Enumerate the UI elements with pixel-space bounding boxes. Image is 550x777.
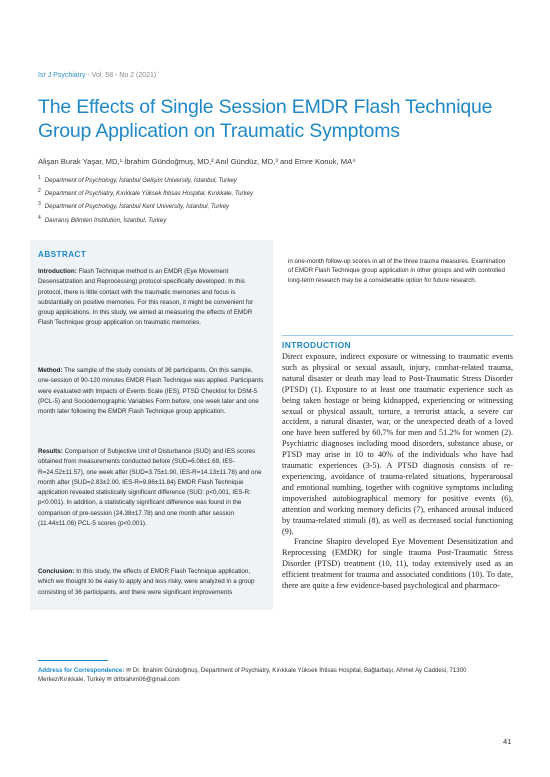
abstract-results: Results: Comparison of Subjective Unit of Disturbance (SUD) and IES scores obtained from measurements conducted before (SUD=6.08±1.69, IES-R=24.52±11.57), one week after (SUD=3.75±1.90, IES-R=14.13±11.78) and one month after (SUD=2.83±2.00, IES-R=9.86±11.84) EMDR Flash Technique application revealed statistically significant difference (SUD: p<0.001, IES-R: p<0.001). In addition, a statistically significant difference was found in the comparison of pre-session (24.38±17.78) and one month after session (11.44±11.06) PCL-5 scores (p<0.001).: [38, 448, 262, 528]
abstract-introduction: Introduction: Flash Technique method is an EMDR (Eye Movement Desensatization and Reprocessing) protocol specifically developed. In this protocol, there is little contact with the traumatic memories and focus is substantially on positive memories. For this reason, it might be convenient for group applications. In this study, we aimed at measuring the effects of EMDR Flash Technique group application on traumatic memories.: [38, 268, 254, 327]
affiliation-4: $^4$ Davranış Bilimleri Institution, İstanbul, Turkey: [38, 214, 167, 224]
abstract-method: Method: The sample of the study consists of 36 participants. On this sample, one-session of 90-120 minutes EMDR Flash Technique was applied. Participants were evaluated with Impacts of Events Scale (IES), PTSD Checklist for DSM-5 (PCL-5) and Sociodemographic Variables Form before, one week later and one month later following the EMDR Flash Technique group application.: [38, 367, 264, 416]
introduction-heading: INTRODUCTION: [282, 340, 352, 350]
section-divider: [282, 335, 513, 336]
correspondence-label: Address for Correspondence:: [38, 667, 125, 674]
affiliation-3: $^3$ Department of Psychology, İstanbul Kent University, İstanbul, Turkey: [38, 201, 230, 211]
abstract-conclusion-continued: in one-month follow-up scores in all of the three trauma measures. Examination of EMDR Flash Technique group application in other groups and with controlled long-term research may be a considerable option for future research.: [288, 258, 506, 284]
footnote-divider: [38, 660, 108, 661]
article-title: The Effects of Single Session EMDR Flash Technique Group Application on Traumatic Symptoms: [38, 96, 493, 142]
introduction-body: [282, 352, 513, 592]
abstract-conclusion: Conclusion: In this study, the effects of EMDR Flash Technique application, which we thought to be easy to apply and less risky, were analyzed in a group consisting of 36 participants, and there were significant improvements: [38, 568, 255, 596]
page-number: 41: [503, 737, 512, 746]
journal-name: Isr J Psychiatry: [38, 72, 86, 79]
affiliations: [38, 173, 253, 226]
author-list: Alişan Burak Yaşar, MD,¹ İbrahim Gündoğmuş, MD,² Anıl Gündüz, MD,³ and Emre Konuk, MA⁴: [38, 157, 356, 166]
journal-volume: - Vol. 58 - No 2 (2021): [85, 72, 157, 79]
affiliation-2: $^2$ Department of Psychiatry, Kırıkkale Yüksek İhtisas Hospital, Kırıkkale, Turkey: [38, 188, 254, 198]
affiliation-1: $^1$ Department of Psychology, İstanbul Gelişim University, İstanbul, Turkey: [38, 175, 237, 185]
correspondence-text: ✉ Dr. İbrahim Gündoğmuş, Department of Psychiatry, Kırıkkale Yüksek İhtisas Hospital, Bağlarbaşı, Ahmet Ay Caddesi, 71300 Merkez/Kırıkkale, Turkey ✉ drlbrahim06@gmail.com: [38, 667, 467, 684]
correspondence-footnote: [38, 666, 513, 685]
abstract-heading: ABSTRACT: [38, 250, 87, 259]
introduction-paragraph-2: Francine Shapiro developed Eye Movement Desensitization and Reprocessing (EMDR) for single trauma Post-Traumatic Stress Disorder (PTSD) treatment (10, 11), today extensively used as an efficient treatment for trauma and associated conditions (10). To date, there are quite a few evidence-based psychological and pharmaco-: [282, 537, 513, 591]
introduction-paragraph-1: Direct exposure, indirect exposure or witnessing to traumatic events such as physical or sexual assault, injury, combat-related trauma, natural disaster or death may lead to Post-Traumatic Stress Disorder (PTSD) (1). Exposure to at least one traumatic experience such as being taken hostage or being kidnapped, experiencing or witnessing sexual or physical assault, torture, a terrorist attack, a severe car accident, a natural disaster, war, or the unexpected death of a loved one have been suffered by 60.7% for men and 51.2% for women (2). Psychiatric diagnoses including mood disorders, substance abuse, or PTSD may arise in 10 to 40% of the individuals who have had traumatic experiences (3-5). A PTSD diagnosis consists of re-experiencing, avoidance of trauma-related situations, hyperarousal and emotional numbing, together with cognitive symptoms including impoverished autobiographical memory for positive events (6), attention and working memory deficits (7), enhanced arousal induced by trauma-related stimuli (8), as well as decreased social functioning (9).: [282, 352, 513, 536]
journal-header: [38, 72, 156, 79]
